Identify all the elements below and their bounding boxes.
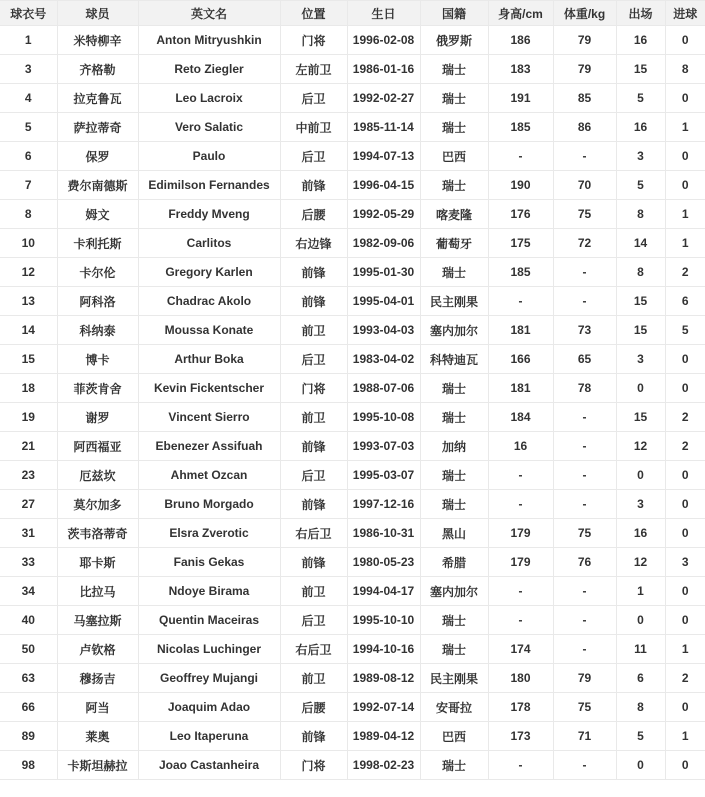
cell-nationality: 塞内加尔 [420, 316, 488, 345]
cell-weight: - [553, 432, 616, 461]
cell-birthday: 1995-03-07 [347, 461, 420, 490]
cell-player-name-cn: 比拉马 [57, 577, 138, 606]
cell-nationality: 巴西 [420, 142, 488, 171]
cell-height: 183 [488, 55, 553, 84]
cell-height: - [488, 142, 553, 171]
table-header-row [0, 1, 705, 26]
cell-height: 174 [488, 635, 553, 664]
cell-birthday: 1980-05-23 [347, 548, 420, 577]
cell-player-name-cn: 马塞拉斯 [57, 606, 138, 635]
column-header-height: 身高/cm [488, 1, 553, 26]
cell-jersey-number: 66 [0, 693, 57, 722]
cell-height: - [488, 606, 553, 635]
cell-jersey-number: 3 [0, 55, 57, 84]
cell-jersey-number: 34 [0, 577, 57, 606]
cell-nationality: 塞内加尔 [420, 577, 488, 606]
cell-weight: 72 [553, 229, 616, 258]
table-row [0, 693, 705, 722]
cell-appearances: 3 [616, 142, 665, 171]
cell-height: - [488, 751, 553, 780]
cell-player-name-cn: 阿当 [57, 693, 138, 722]
cell-player-name-en: Ndoye Birama [138, 577, 280, 606]
cell-player-name-cn: 博卡 [57, 345, 138, 374]
cell-player-name-cn: 茨韦洛蒂奇 [57, 519, 138, 548]
cell-jersey-number: 50 [0, 635, 57, 664]
cell-jersey-number: 5 [0, 113, 57, 142]
cell-nationality: 民主刚果 [420, 664, 488, 693]
cell-weight: 75 [553, 200, 616, 229]
cell-birthday: 1994-07-13 [347, 142, 420, 171]
table-header [0, 1, 705, 26]
cell-position: 后卫 [280, 142, 347, 171]
cell-appearances: 0 [616, 374, 665, 403]
cell-player-name-en: Joaquim Adao [138, 693, 280, 722]
cell-player-name-cn: 拉克鲁瓦 [57, 84, 138, 113]
cell-nationality: 瑞士 [420, 374, 488, 403]
cell-position: 后腰 [280, 200, 347, 229]
table-row [0, 200, 705, 229]
cell-appearances: 0 [616, 606, 665, 635]
cell-player-name-cn: 穆扬吉 [57, 664, 138, 693]
cell-jersey-number: 12 [0, 258, 57, 287]
cell-player-name-en: Nicolas Luchinger [138, 635, 280, 664]
cell-height: 173 [488, 722, 553, 751]
cell-player-name-en: Vincent Sierro [138, 403, 280, 432]
column-header-player-name-en: 英文名 [138, 1, 280, 26]
cell-jersey-number: 7 [0, 171, 57, 200]
cell-goals: 2 [665, 403, 705, 432]
cell-birthday: 1996-04-15 [347, 171, 420, 200]
column-header-nationality: 国籍 [420, 1, 488, 26]
cell-jersey-number: 33 [0, 548, 57, 577]
cell-weight: - [553, 606, 616, 635]
cell-nationality: 瑞士 [420, 171, 488, 200]
table-body [0, 26, 705, 780]
cell-jersey-number: 8 [0, 200, 57, 229]
cell-appearances: 12 [616, 432, 665, 461]
cell-height: 184 [488, 403, 553, 432]
cell-weight: - [553, 142, 616, 171]
cell-player-name-en: Elsra Zverotic [138, 519, 280, 548]
cell-player-name-cn: 齐格勒 [57, 55, 138, 84]
cell-appearances: 5 [616, 84, 665, 113]
table-row [0, 171, 705, 200]
cell-weight: - [553, 287, 616, 316]
cell-player-name-cn: 姆文 [57, 200, 138, 229]
cell-position: 前锋 [280, 548, 347, 577]
cell-goals: 3 [665, 548, 705, 577]
cell-birthday: 1992-02-27 [347, 84, 420, 113]
cell-birthday: 1995-01-30 [347, 258, 420, 287]
cell-jersey-number: 31 [0, 519, 57, 548]
cell-player-name-cn: 科纳泰 [57, 316, 138, 345]
table-row [0, 26, 705, 55]
cell-position: 前锋 [280, 490, 347, 519]
cell-position: 右边锋 [280, 229, 347, 258]
cell-position: 门将 [280, 374, 347, 403]
cell-nationality: 瑞士 [420, 258, 488, 287]
cell-nationality: 瑞士 [420, 606, 488, 635]
cell-position: 门将 [280, 751, 347, 780]
cell-player-name-en: Moussa Konate [138, 316, 280, 345]
cell-jersey-number: 4 [0, 84, 57, 113]
cell-player-name-cn: 卢钦格 [57, 635, 138, 664]
cell-position: 前锋 [280, 722, 347, 751]
cell-jersey-number: 10 [0, 229, 57, 258]
cell-position: 后卫 [280, 345, 347, 374]
cell-player-name-cn: 耶卡斯 [57, 548, 138, 577]
cell-appearances: 1 [616, 577, 665, 606]
cell-player-name-en: Gregory Karlen [138, 258, 280, 287]
table-row [0, 548, 705, 577]
cell-nationality: 瑞士 [420, 55, 488, 84]
cell-player-name-en: Carlitos [138, 229, 280, 258]
table-row [0, 403, 705, 432]
cell-player-name-cn: 卡利托斯 [57, 229, 138, 258]
cell-weight: 86 [553, 113, 616, 142]
cell-goals: 0 [665, 461, 705, 490]
cell-height: 178 [488, 693, 553, 722]
cell-weight: - [553, 403, 616, 432]
table-row [0, 577, 705, 606]
column-header-appearances: 出场 [616, 1, 665, 26]
cell-height: 185 [488, 113, 553, 142]
cell-height: 185 [488, 258, 553, 287]
cell-player-name-en: Freddy Mveng [138, 200, 280, 229]
cell-position: 门将 [280, 26, 347, 55]
cell-player-name-en: Chadrac Akolo [138, 287, 280, 316]
table-row [0, 635, 705, 664]
cell-position: 右后卫 [280, 635, 347, 664]
cell-appearances: 6 [616, 664, 665, 693]
column-header-birthday: 生日 [347, 1, 420, 26]
cell-position: 前卫 [280, 316, 347, 345]
cell-height: 186 [488, 26, 553, 55]
cell-birthday: 1994-04-17 [347, 577, 420, 606]
cell-appearances: 8 [616, 258, 665, 287]
cell-player-name-cn: 莫尔加多 [57, 490, 138, 519]
cell-player-name-cn: 费尔南德斯 [57, 171, 138, 200]
cell-jersey-number: 27 [0, 490, 57, 519]
table-row [0, 374, 705, 403]
cell-weight: - [553, 461, 616, 490]
table-row [0, 113, 705, 142]
cell-appearances: 15 [616, 287, 665, 316]
cell-goals: 0 [665, 26, 705, 55]
cell-goals: 1 [665, 200, 705, 229]
cell-nationality: 喀麦隆 [420, 200, 488, 229]
cell-birthday: 1995-10-10 [347, 606, 420, 635]
cell-appearances: 3 [616, 345, 665, 374]
cell-weight: 78 [553, 374, 616, 403]
cell-goals: 1 [665, 113, 705, 142]
cell-birthday: 1993-04-03 [347, 316, 420, 345]
cell-birthday: 1985-11-14 [347, 113, 420, 142]
cell-birthday: 1986-10-31 [347, 519, 420, 548]
cell-appearances: 5 [616, 722, 665, 751]
cell-height: 181 [488, 374, 553, 403]
cell-weight: - [553, 751, 616, 780]
cell-jersey-number: 63 [0, 664, 57, 693]
cell-player-name-en: Arthur Boka [138, 345, 280, 374]
table-row [0, 519, 705, 548]
cell-player-name-cn: 谢罗 [57, 403, 138, 432]
cell-goals: 0 [665, 345, 705, 374]
cell-weight: - [553, 577, 616, 606]
cell-nationality: 瑞士 [420, 751, 488, 780]
cell-height: 180 [488, 664, 553, 693]
cell-weight: 65 [553, 345, 616, 374]
cell-birthday: 1995-10-08 [347, 403, 420, 432]
table-row [0, 287, 705, 316]
table-row [0, 664, 705, 693]
cell-birthday: 1983-04-02 [347, 345, 420, 374]
cell-jersey-number: 21 [0, 432, 57, 461]
table-row [0, 84, 705, 113]
cell-weight: 71 [553, 722, 616, 751]
cell-player-name-cn: 米特柳辛 [57, 26, 138, 55]
cell-appearances: 14 [616, 229, 665, 258]
cell-player-name-en: Joao Castanheira [138, 751, 280, 780]
cell-nationality: 巴西 [420, 722, 488, 751]
cell-goals: 6 [665, 287, 705, 316]
cell-goals: 0 [665, 490, 705, 519]
cell-goals: 0 [665, 519, 705, 548]
cell-appearances: 0 [616, 751, 665, 780]
cell-height: 190 [488, 171, 553, 200]
cell-goals: 5 [665, 316, 705, 345]
cell-nationality: 瑞士 [420, 461, 488, 490]
cell-position: 前锋 [280, 287, 347, 316]
cell-height: 181 [488, 316, 553, 345]
cell-birthday: 1997-12-16 [347, 490, 420, 519]
cell-goals: 2 [665, 664, 705, 693]
cell-player-name-en: Quentin Maceiras [138, 606, 280, 635]
cell-nationality: 瑞士 [420, 403, 488, 432]
table-row [0, 722, 705, 751]
cell-weight: 75 [553, 519, 616, 548]
table-row [0, 55, 705, 84]
column-header-jersey-number: 球衣号 [0, 1, 57, 26]
cell-jersey-number: 19 [0, 403, 57, 432]
table-row [0, 316, 705, 345]
table-row [0, 229, 705, 258]
cell-goals: 1 [665, 722, 705, 751]
cell-player-name-en: Reto Ziegler [138, 55, 280, 84]
cell-weight: 76 [553, 548, 616, 577]
cell-jersey-number: 1 [0, 26, 57, 55]
cell-nationality: 俄罗斯 [420, 26, 488, 55]
cell-appearances: 16 [616, 519, 665, 548]
cell-player-name-en: Anton Mitryushkin [138, 26, 280, 55]
cell-birthday: 1992-05-29 [347, 200, 420, 229]
cell-height: - [488, 461, 553, 490]
table-row [0, 345, 705, 374]
cell-goals: 1 [665, 635, 705, 664]
cell-nationality: 加纳 [420, 432, 488, 461]
cell-weight: 85 [553, 84, 616, 113]
cell-goals: 0 [665, 577, 705, 606]
cell-player-name-en: Paulo [138, 142, 280, 171]
cell-nationality: 瑞士 [420, 113, 488, 142]
cell-appearances: 3 [616, 490, 665, 519]
cell-nationality: 瑞士 [420, 490, 488, 519]
cell-player-name-en: Geoffrey Mujangi [138, 664, 280, 693]
cell-goals: 0 [665, 693, 705, 722]
cell-position: 前锋 [280, 432, 347, 461]
cell-height: 191 [488, 84, 553, 113]
cell-position: 前卫 [280, 664, 347, 693]
cell-goals: 0 [665, 374, 705, 403]
cell-player-name-cn: 卡尔伦 [57, 258, 138, 287]
cell-appearances: 16 [616, 113, 665, 142]
cell-player-name-en: Kevin Fickentscher [138, 374, 280, 403]
table-row [0, 258, 705, 287]
cell-appearances: 8 [616, 200, 665, 229]
cell-height: 179 [488, 519, 553, 548]
cell-nationality: 葡萄牙 [420, 229, 488, 258]
cell-birthday: 1994-10-16 [347, 635, 420, 664]
cell-weight: - [553, 490, 616, 519]
cell-height: - [488, 287, 553, 316]
cell-nationality: 瑞士 [420, 635, 488, 664]
cell-player-name-en: Ebenezer Assifuah [138, 432, 280, 461]
cell-player-name-en: Ahmet Ozcan [138, 461, 280, 490]
table-row [0, 490, 705, 519]
cell-player-name-cn: 阿西福亚 [57, 432, 138, 461]
cell-birthday: 1988-07-06 [347, 374, 420, 403]
cell-jersey-number: 15 [0, 345, 57, 374]
cell-jersey-number: 6 [0, 142, 57, 171]
cell-goals: 0 [665, 171, 705, 200]
cell-player-name-cn: 厄兹坎 [57, 461, 138, 490]
cell-goals: 0 [665, 142, 705, 171]
cell-position: 前锋 [280, 258, 347, 287]
cell-player-name-cn: 萨拉蒂奇 [57, 113, 138, 142]
cell-jersey-number: 13 [0, 287, 57, 316]
cell-appearances: 0 [616, 461, 665, 490]
cell-position: 后卫 [280, 461, 347, 490]
cell-weight: 79 [553, 55, 616, 84]
column-header-goals: 进球 [665, 1, 705, 26]
cell-goals: 1 [665, 229, 705, 258]
cell-birthday: 1989-04-12 [347, 722, 420, 751]
cell-position: 后腰 [280, 693, 347, 722]
cell-nationality: 瑞士 [420, 84, 488, 113]
cell-nationality: 安哥拉 [420, 693, 488, 722]
column-header-player-name-cn: 球员 [57, 1, 138, 26]
cell-jersey-number: 14 [0, 316, 57, 345]
cell-nationality: 民主刚果 [420, 287, 488, 316]
cell-weight: - [553, 258, 616, 287]
cell-player-name-cn: 菲茨肯舍 [57, 374, 138, 403]
cell-height: 166 [488, 345, 553, 374]
cell-position: 前卫 [280, 577, 347, 606]
cell-birthday: 1998-02-23 [347, 751, 420, 780]
cell-player-name-en: Bruno Morgado [138, 490, 280, 519]
cell-position: 前锋 [280, 171, 347, 200]
cell-birthday: 1989-08-12 [347, 664, 420, 693]
cell-position: 前卫 [280, 403, 347, 432]
cell-position: 后卫 [280, 606, 347, 635]
cell-position: 后卫 [280, 84, 347, 113]
cell-birthday: 1992-07-14 [347, 693, 420, 722]
cell-appearances: 11 [616, 635, 665, 664]
cell-player-name-en: Leo Itaperuna [138, 722, 280, 751]
cell-jersey-number: 18 [0, 374, 57, 403]
table-row [0, 432, 705, 461]
cell-goals: 0 [665, 84, 705, 113]
cell-position: 左前卫 [280, 55, 347, 84]
cell-appearances: 15 [616, 55, 665, 84]
column-header-position: 位置 [280, 1, 347, 26]
cell-weight: 79 [553, 26, 616, 55]
cell-goals: 0 [665, 606, 705, 635]
cell-position: 中前卫 [280, 113, 347, 142]
cell-birthday: 1996-02-08 [347, 26, 420, 55]
cell-appearances: 15 [616, 316, 665, 345]
cell-weight: 70 [553, 171, 616, 200]
cell-appearances: 5 [616, 171, 665, 200]
cell-birthday: 1995-04-01 [347, 287, 420, 316]
cell-appearances: 16 [616, 26, 665, 55]
cell-appearances: 8 [616, 693, 665, 722]
cell-player-name-cn: 卡斯坦赫拉 [57, 751, 138, 780]
cell-weight: - [553, 635, 616, 664]
cell-jersey-number: 98 [0, 751, 57, 780]
cell-appearances: 15 [616, 403, 665, 432]
cell-goals: 8 [665, 55, 705, 84]
cell-jersey-number: 40 [0, 606, 57, 635]
cell-birthday: 1982-09-06 [347, 229, 420, 258]
cell-birthday: 1986-01-16 [347, 55, 420, 84]
cell-birthday: 1993-07-03 [347, 432, 420, 461]
cell-position: 右后卫 [280, 519, 347, 548]
cell-nationality: 希腊 [420, 548, 488, 577]
cell-height: 175 [488, 229, 553, 258]
cell-height: - [488, 577, 553, 606]
cell-height: 176 [488, 200, 553, 229]
cell-player-name-cn: 阿科洛 [57, 287, 138, 316]
cell-goals: 0 [665, 751, 705, 780]
cell-jersey-number: 89 [0, 722, 57, 751]
cell-player-name-en: Vero Salatic [138, 113, 280, 142]
cell-appearances: 12 [616, 548, 665, 577]
table-row [0, 142, 705, 171]
cell-goals: 2 [665, 258, 705, 287]
cell-player-name-cn: 莱奥 [57, 722, 138, 751]
cell-height: 16 [488, 432, 553, 461]
cell-nationality: 科特迪瓦 [420, 345, 488, 374]
cell-weight: 79 [553, 664, 616, 693]
cell-nationality: 黑山 [420, 519, 488, 548]
cell-weight: 73 [553, 316, 616, 345]
column-header-weight: 体重/kg [553, 1, 616, 26]
cell-player-name-en: Leo Lacroix [138, 84, 280, 113]
cell-jersey-number: 23 [0, 461, 57, 490]
cell-player-name-en: Fanis Gekas [138, 548, 280, 577]
table-row [0, 606, 705, 635]
cell-height: 179 [488, 548, 553, 577]
cell-player-name-en: Edimilson Fernandes [138, 171, 280, 200]
cell-player-name-cn: 保罗 [57, 142, 138, 171]
cell-goals: 2 [665, 432, 705, 461]
table-row [0, 461, 705, 490]
cell-height: - [488, 490, 553, 519]
cell-weight: 75 [553, 693, 616, 722]
table-row [0, 751, 705, 780]
